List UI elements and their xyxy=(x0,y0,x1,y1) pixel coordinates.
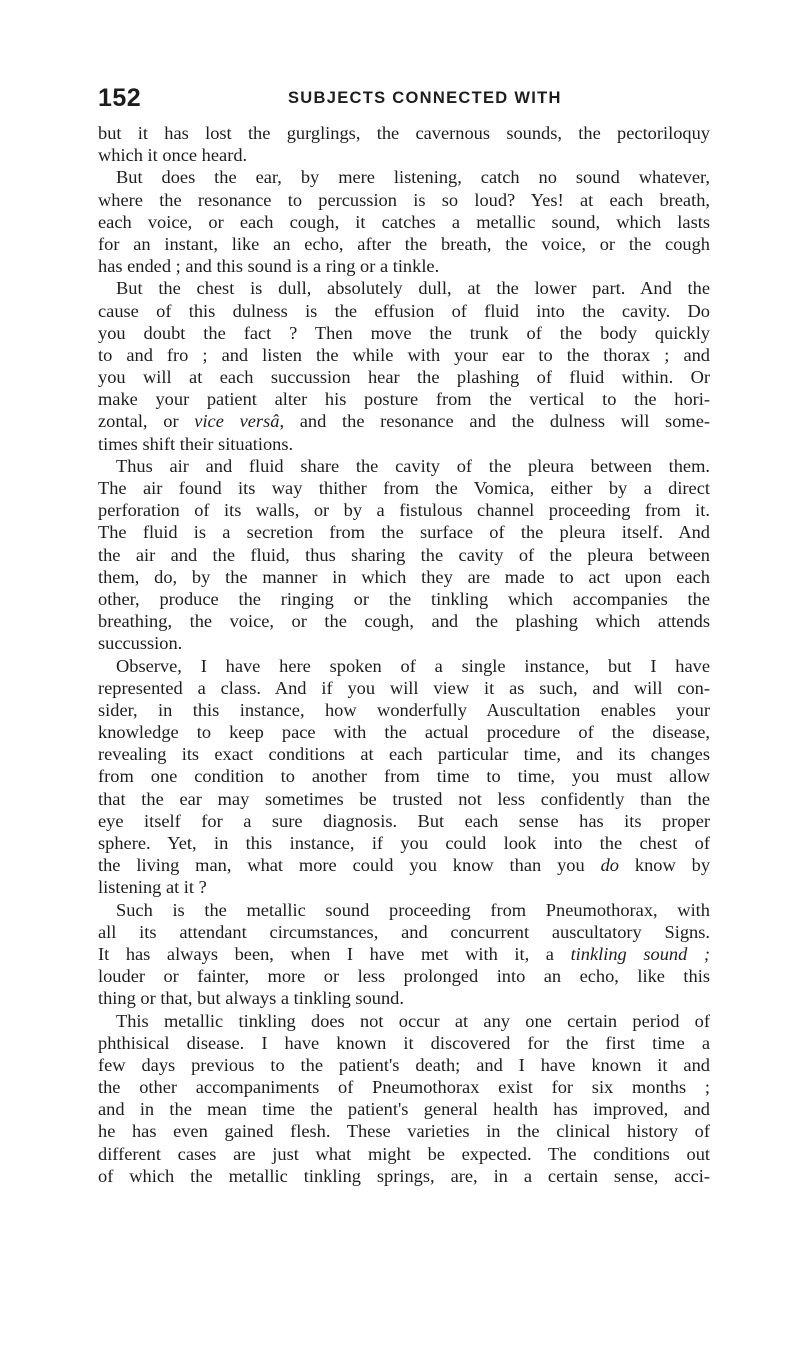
text-segment: , and the resonance and the dulness will some- xyxy=(279,411,710,432)
text-line-mixed xyxy=(98,410,710,432)
italic-phrase: do xyxy=(600,855,619,876)
running-title: SUBJECTS CONNECTED WITH xyxy=(288,89,562,107)
text-line: The air found its way thither from the Vomica, either by a direct xyxy=(98,478,710,498)
text-segment: It has always been, when I have met with it, a xyxy=(98,943,571,964)
text-line: has ended ; and this sound is a ring or a tinkle. xyxy=(98,256,440,277)
text-line: knowledge to keep pace with the actual procedure of the disease, xyxy=(98,722,710,743)
page-number: 152 xyxy=(98,84,142,112)
text-line: that the ear may sometimes be trusted not less confidently than the xyxy=(98,788,710,809)
text-line: listening at it ? xyxy=(98,877,207,898)
text-line: you doubt the fact ? Then move the trunk of the body quickly xyxy=(98,322,710,343)
text-line: sphere. Yet, in this instance, if you could look into the chest of xyxy=(98,833,710,853)
text-line: breathing, the voice, or the cough, and the plashing which attends xyxy=(98,611,710,632)
text-line: revealing its exact conditions at each particular time, and its changes xyxy=(98,744,710,765)
text-line: them, do, by the manner in which they are made to act upon each xyxy=(98,566,710,587)
text-line: succussion. xyxy=(98,633,183,654)
text-line: the other accompaniments of Pneumothorax exist for six months ; xyxy=(98,1077,710,1098)
text-segment: know by xyxy=(618,855,711,876)
text-line: all its attendant circumstances, and concurrent auscultatory Signs. xyxy=(98,921,710,942)
text-line: thing or that, but always a tinkling sound. xyxy=(98,988,404,1009)
text-segment: zontal, or xyxy=(98,411,195,432)
text-line: to and fro ; and listen the while with your ear to the thorax ; and xyxy=(98,344,710,365)
italic-phrase: vice versâ xyxy=(194,411,280,432)
text-line: few days previous to the patient's death; and I have known it and xyxy=(98,1054,710,1075)
text-line-mixed xyxy=(98,854,710,876)
italic-phrase: tinkling sound ; xyxy=(570,943,710,964)
text-line: times shift their situations. xyxy=(98,433,294,454)
text-line: louder or fainter, more or less prolonged into an echo, like this xyxy=(98,966,710,987)
text-line: Observe, I have here spoken of a single instance, but I have xyxy=(116,655,710,676)
text-line: other, produce the ringing or the tinkling which accompanies the xyxy=(98,588,710,609)
text-line: Such is the metallic sound proceeding from Pneumothorax, with xyxy=(116,899,710,920)
text-line: where the resonance to percussion is so loud? Yes! at each breath, xyxy=(98,189,710,210)
text-line: each voice, or each cough, it catches a metallic sound, which lasts xyxy=(98,211,710,232)
text-line: you will at each succussion hear the plashing of fluid within. Or xyxy=(98,367,710,388)
text-line-mixed xyxy=(98,943,710,965)
text-line: make your patient alter his posture from the vertical to the hori- xyxy=(98,389,710,410)
text-line: The fluid is a secretion from the surface of the pleura itself. And xyxy=(98,522,710,543)
text-line: and in the mean time the patient's general health has improved, and xyxy=(98,1099,710,1120)
text-line: This metallic tinkling does not occur at any one certain period of xyxy=(116,1010,710,1031)
text-line: sider, in this instance, how wonderfully Auscultation enables your xyxy=(98,699,710,720)
text-line: different cases are just what might be expected. The conditions out xyxy=(98,1143,710,1164)
text-line: but it has lost the gurglings, the cavernous sounds, the pectoriloquy xyxy=(98,123,710,143)
text-line: for an instant, like an echo, after the breath, the voice, or the cough xyxy=(98,233,710,254)
text-segment: the living man, what more could you know than you xyxy=(98,855,601,876)
text-line: the air and the fluid, thus sharing the cavity of the pleura between xyxy=(98,544,710,565)
text-line: But does the ear, by mere listening, catch no sound whatever, xyxy=(116,167,710,188)
text-line: But the chest is dull, absolutely dull, at the lower part. And the xyxy=(116,278,710,299)
page-header xyxy=(98,84,710,114)
text-line: which it once heard. xyxy=(98,145,248,166)
text-line: cause of this dulness is the effusion of fluid into the cavity. Do xyxy=(98,300,710,321)
text-line: of which the metallic tinkling springs, are, in a certain sense, acci- xyxy=(98,1165,710,1186)
body-text xyxy=(98,122,710,1187)
text-line: he has even gained flesh. These varieties in the clinical history of xyxy=(98,1121,710,1142)
text-line: perforation of its walls, or by a fistulous channel proceeding from it. xyxy=(98,500,710,521)
text-line: represented a class. And if you will view it as such, and will con- xyxy=(98,677,710,698)
text-line: eye itself for a sure diagnosis. But each sense has its proper xyxy=(98,810,710,831)
text-line: from one condition to another from time to time, you must allow xyxy=(98,766,710,787)
text-line: phthisical disease. I have known it discovered for the first time a xyxy=(98,1032,710,1053)
text-line: Thus air and fluid share the cavity of the pleura between them. xyxy=(116,455,710,476)
